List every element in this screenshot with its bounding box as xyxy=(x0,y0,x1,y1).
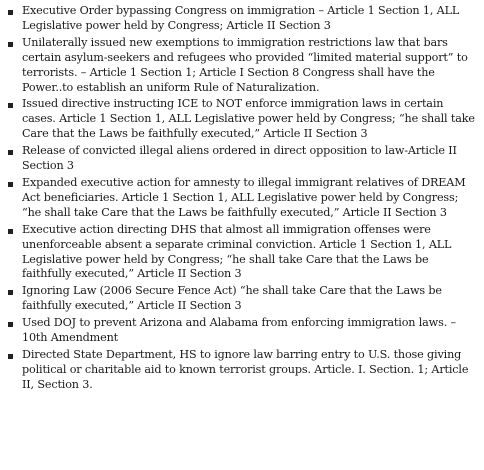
list-item-text: Issued directive instructing ICE to NOT enforce immigration laws in certain cases. Article 1 Section 1, ALL Legislative power held by Congress; “he shall take Care that the Laws be faithfully executed,” Article II Section 3 xyxy=(22,97,475,141)
list-item xyxy=(6,144,478,174)
bullet-list xyxy=(6,4,478,393)
square-bullet-icon xyxy=(8,150,13,155)
list-item-text: Used DOJ to prevent Arizona and Alabama from enforcing immigration laws. – 10th Amendment xyxy=(22,316,456,345)
list-item xyxy=(6,97,478,142)
list-item-text: Executive action directing DHS that almost all immigration offenses were unenforceable absent a separate criminal conviction. Article 1 Section 1, ALL Legislative power held by Congress; “he shall take Care that the Laws be faithfully executed,” Article II Section 3 xyxy=(22,222,452,281)
list-item xyxy=(6,223,478,283)
list-item xyxy=(6,4,478,34)
square-bullet-icon xyxy=(8,229,13,234)
square-bullet-icon xyxy=(8,322,13,327)
list-item xyxy=(6,176,478,221)
square-bullet-icon xyxy=(8,354,13,359)
square-bullet-icon xyxy=(8,182,13,187)
square-bullet-icon xyxy=(8,103,13,108)
list-item xyxy=(6,348,478,393)
list-item xyxy=(6,316,478,346)
square-bullet-icon xyxy=(8,290,13,295)
list-item-text: Directed State Department, HS to ignore law barring entry to U.S. those giving political or charitable aid to known terrorist groups. Article. I. Section. 1; Article II, Section 3. xyxy=(22,347,469,391)
list-item-text: Ignoring Law (2006 Secure Fence Act) “he shall take Care that the Laws be faithfully executed,” Article II Section 3 xyxy=(22,284,442,313)
list-item xyxy=(6,284,478,314)
list-item xyxy=(6,36,478,96)
list-item-text: Unilaterally issued new exemptions to immigration restrictions law that bars certain asylum-seekers and refugees who provided “limited material support” to terrorists. – Article 1 Section 1; Article I Section 8 Congress shall have the Power..to establish an uniform Rule of Naturalization. xyxy=(22,35,468,94)
square-bullet-icon xyxy=(8,10,13,15)
list-item-text: Executive Order bypassing Congress on immigration – Article 1 Section 1, ALL Legislative power held by Congress; Article II Section 3 xyxy=(22,4,460,32)
list-item-text: Expanded executive action for amnesty to illegal immigrant relatives of DREAM Act beneficiaries. Article 1 Section 1, ALL Legislative power held by Congress; “he shall take Care that the Laws be faithfully executed,” Article II Section 3 xyxy=(22,175,466,219)
square-bullet-icon xyxy=(8,42,13,47)
list-item-text: Release of convicted illegal aliens ordered in direct opposition to law-Article II Section 3 xyxy=(22,144,457,173)
